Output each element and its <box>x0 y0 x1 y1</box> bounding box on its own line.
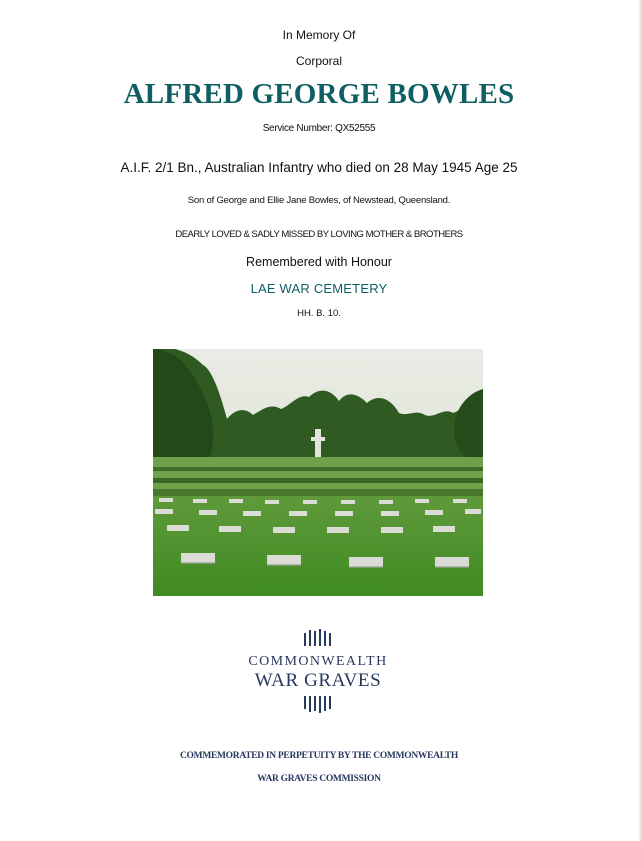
family-details: Son of George and Ellie Jane Bowles, of Newstead, Queensland. <box>187 195 451 206</box>
cemetery-name: LAE WAR CEMETERY <box>250 281 388 296</box>
footer-line-1: COMMEMORATED IN PERPETUITY BY THE COMMONWEALTH <box>180 751 458 761</box>
casualty-name: ALFRED GEORGE BOWLES <box>123 78 515 110</box>
grave-reference: HH. B. 10. <box>297 308 341 319</box>
footer-line-2: WAR GRAVES COMMISSION <box>257 774 381 784</box>
logo-text-commonwealth: COMMONWEALTH <box>248 654 388 669</box>
logo-text-war-graves: WAR GRAVES <box>254 670 382 691</box>
service-number: Service Number: QX52555 <box>262 123 376 134</box>
logo-bars-top-icon <box>238 628 398 646</box>
page-edge-shadow <box>638 0 642 841</box>
personal-inscription: DEARLY LOVED & SADLY MISSED BY LOVING MOTHER & BROTHERS <box>175 229 463 240</box>
unit-and-death-details: A.I.F. 2/1 Bn., Australian Infantry who died on 28 May 1945 Age 25 <box>120 160 518 175</box>
cwgc-logo <box>238 626 398 718</box>
remembered-with-honour: Remembered with Honour <box>246 255 392 269</box>
in-memory-heading: In Memory Of <box>282 28 356 42</box>
logo-bars-bottom-icon <box>238 696 398 714</box>
rank: Corporal <box>295 54 343 68</box>
cemetery-photo <box>153 349 483 596</box>
